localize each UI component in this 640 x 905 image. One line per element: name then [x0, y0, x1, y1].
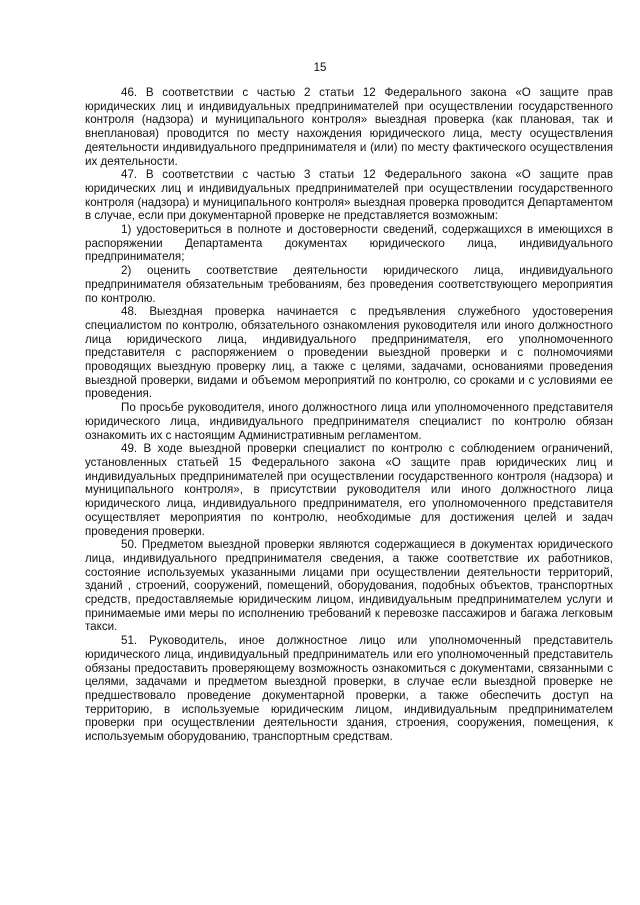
- paragraph-48-request: По просьбе руководителя, иного должностного лица или уполномоченного представителя юридического лица, индивидуального предпринимателя специалист по контролю обязан ознакомить их с настоящим Административным регламентом.: [85, 401, 613, 442]
- paragraph-50: 50. Предметом выездной проверки являются содержащиеся в документах юридического лица, индивидуального предпринимателя сведения, а также соответствие их работников, состояние используемых указанными лицами при осуществлении деятельности территорий, зданий , строений, сооружений, помещений, оборудования, подобных объектов, транспортных средств, предоставляемые юридическим лицом, индивидуальным предпринимателем услуги и принимаемые ими меры по исполнению требований к перевозке пассажиров и багажа легковым такси.: [85, 538, 613, 634]
- paragraph-47: 47. В соответствии с частью 3 статьи 12 Федерального закона «О защите прав юридических лиц и индивидуальных предпринимателей при осуществлении государственного контроля (надзора) и муниципального контроля» выездная проверка проводится Департаментом в случае, если при документарной проверке не представляется возможным:: [85, 168, 613, 223]
- paragraph-49: 49. В ходе выездной проверки специалист по контролю с соблюдением ограничений, установленных статьей 15 Федерального закона «О защите прав юридических лиц и индивидуальных предпринимателей при осуществлении государственного контроля (надзора) и муниципального контроля», в присутствии руководителя или иного должностного лица юридического лица, индивидуального предпринимателя, его уполномоченного представителя осуществляет мероприятия по контролю, необходимые для достижения целей и задач проведения проверки.: [85, 442, 613, 538]
- page-number: 15: [313, 62, 327, 74]
- paragraph-51: 51. Руководитель, иное должностное лицо или уполномоченный представитель юридического лица, индивидуальный предприниматель или его уполномоченный представитель обязаны предоставить проверяющему возможность ознакомиться с документами, связанными с целями, задачами и предметом выездной проверки, в случае если выездной проверке не предшествовало проведение документарной проверки, а также обеспечить доступ на территорию, в используемые юридическим лицом, индивидуальным предпринимателем проверки при осуществлении деятельности здания, строения, сооружения, помещения, к используемым оборудованию, транспортным средствам.: [85, 634, 613, 744]
- paragraph-47-item-1: 1) удостовериться в полноте и достоверности сведений, содержащихся в имеющихся в распоряжении Департамента документах юридического лица, индивидуального предпринимателя;: [85, 223, 613, 264]
- paragraph-46: 46. В соответствии с частью 2 статьи 12 Федерального закона «О защите прав юридических лиц и индивидуальных предпринимателей при осуществлении государственного контроля (надзора) и муниципального контроля» выездная проверка (как плановая, так и внеплановая) проводится по месту нахождения юридического лица, месту осуществления деятельности индивидуального предпринимателя и (или) по месту фактического осуществления их деятельности.: [85, 86, 613, 168]
- document-body: [85, 86, 613, 744]
- paragraph-48: 48. Выездная проверка начинается с предъявления служебного удостоверения специалистом по контролю, обязательного ознакомления руководителя или иного должностного лица юридического лица, индивидуального предпринимателя, его уполномоченного представителя с распоряжением о проведении выездной проверки и с полномочиями проводящих выездную проверку лиц, а также с целями, задачами, основаниями проведения выездной проверки, видами и объемом мероприятий по контролю, со сроками и с условиями ее проведения.: [85, 305, 613, 401]
- paragraph-47-item-2: 2) оценить соответствие деятельности юридического лица, индивидуального предпринимателя обязательным требованиям, без проведения соответствующего мероприятия по контролю.: [85, 264, 613, 305]
